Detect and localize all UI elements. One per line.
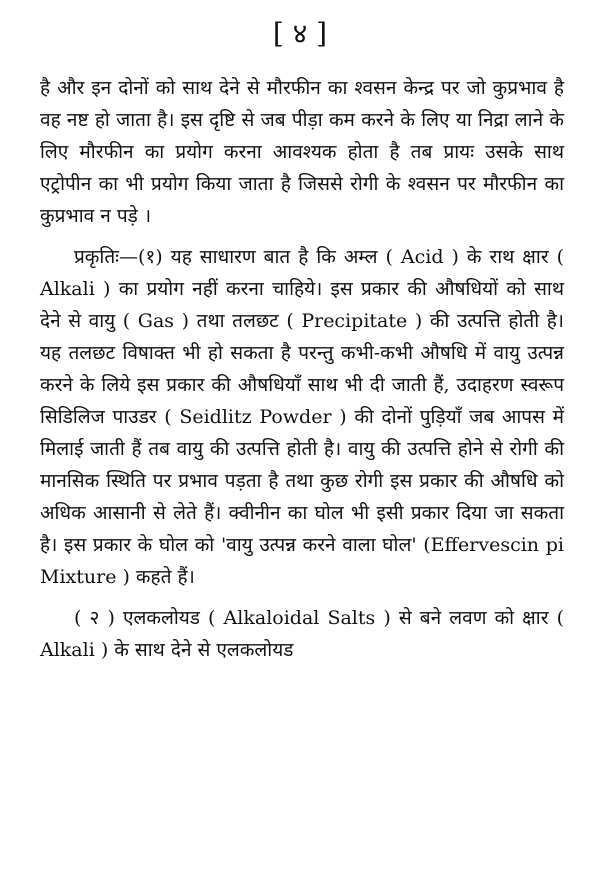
page-content [40,72,564,666]
paragraph-nature-acid-alkali: प्रकृतिः—(१) यह साधारण बात है कि अम्ल ( Acid ) के राथ क्षार ( Alkali ) का प्रयोग नहीं करना चाहिये। इस प्रकार की औषधियों को साथ देने से वायु ( Gas ) तथा तलछट ( Precipitate ) की उत्पत्ति होती है। यह तलछट विषाक्त भी हो सकता है परन्तु कभी-कभी औषधि में वायु उत्पन्न करने के लिये इस प्रकार की औषधियाँ साथ भी दी जाती हैं, उदाहरण स्वरूप सिडिलिज पाउडर ( Seidlitz Powder ) की दोनों पुड़ियाँ जब आपस में मिलाई जाती हैं तब वायु की उत्पत्ति होती है। वायु की उत्पत्ति होने से रोगी की मानसिक स्थिति पर प्रभाव पड़ता है तथा कुछ रोगी इस प्रकार की औषधि को अधिक आसानी से लेते हैं। क्वीनीन का घोल भी इसी प्रकार दिया जा सकता है। इस प्रकार के घोल को 'वायु उत्पन्न करने वाला घोल' (Effervescin pi Mixture ) कहते हैं। [40,246,564,588]
paragraph-morphine-atropine: है और इन दोनों को साथ देने से मौरफीन का श्वसन केन्द्र पर जो कुप्रभाव है वह नष्ट हो जाता है। इस दृष्टि से जब पीड़ा कम करने के लिए या निद्रा लाने के लिए मौरफीन का प्रयोग करना आवश्यक होता है तब प्रायः उसके साथ एट्रोपीन का भी प्रयोग किया जाता है जिससे रोगी के श्वसन पर मौरफीन का कुप्रभाव न पड़े । [40,77,564,227]
paragraph-alkaloidal-salts: ( २ ) एलकलोयड ( Alkaloidal Salts ) से बने लवण को क्षार ( Alkali ) के साथ देने से एलकलोयड [40,607,564,661]
page-number: [ ४ ] [272,17,328,50]
